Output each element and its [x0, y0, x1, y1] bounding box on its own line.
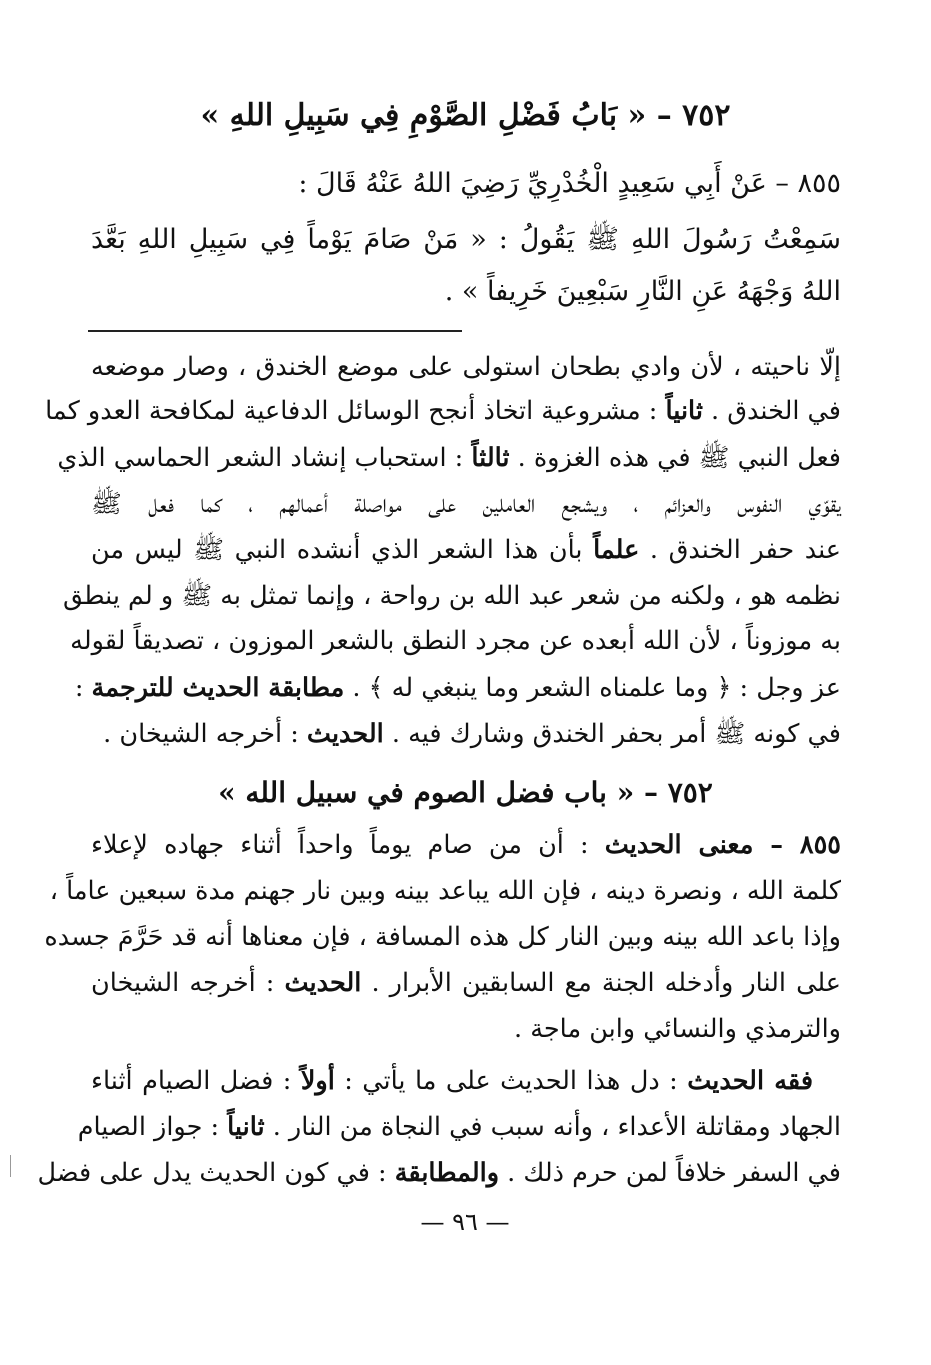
keyword: فقه الحديث [687, 1066, 814, 1096]
text: في السفر خلافاً لمن حرم ذلك . [507, 1158, 841, 1188]
hadith-line-1: ٨٥٥ – عَنْ أَبِي سَعِيدٍ الْخُدْرِيِّ رَضِيَ اللهُ عَنْهُ قَالَ : [298, 168, 841, 199]
keyword: أولاً [300, 1066, 335, 1096]
text: : أخرجه الشيخان . [103, 719, 299, 749]
keyword: علماً [593, 535, 640, 565]
chapter-title: ٧٥٢ – « بَابُ فَضْلِ الصَّوْمِ فِي سَبِيلِ اللهِ » [200, 98, 731, 133]
commentary-line [37, 1158, 841, 1188]
commentary-line [91, 968, 841, 998]
commentary-line: كلمة الله ، ونصرة دينه ، فإن الله يباعد بينه وبين نار جهنم مدة سبعين عاماً ، [49, 876, 841, 906]
text: في كونه ﷺ أمر بحفر الخندق وشارك فيه . [391, 719, 841, 749]
text: بأن هذا الشعر الذي أنشده النبي ﷺ ليس من [91, 535, 583, 565]
commentary-line [74, 672, 841, 703]
separator-rule [88, 330, 462, 332]
keyword: الحديث [306, 719, 384, 749]
commentary-line [91, 830, 841, 860]
text: : استحباب إنشاد الشعر الحماسي الذي [57, 443, 464, 473]
commentary-line [45, 396, 841, 426]
commentary-line [91, 1066, 813, 1096]
commentary-line [91, 534, 841, 571]
text: فعل النبي ﷺ في هذه الغزوة . [517, 443, 841, 473]
hadith-line-2: سَمِعْتُ رَسُولَ اللهِ ﷺ يَقُولُ : « مَنْ صَامَ يَوْماً فِي سَبِيلِ اللهِ بَعَّدَ [91, 224, 841, 255]
hadith-line-3: اللهُ وَجْهَهُ عَنِ النَّارِ سَبْعِينَ خَرِيفاً » . [444, 276, 841, 307]
text: : في كون الحديث يدل على فضل [37, 1158, 387, 1188]
text: : فضل الصيام أثناء [91, 1066, 292, 1096]
text: عز وجل : ﴿ وما علمناه الشعر وما ينبغي له ﴾ . [352, 673, 841, 703]
commentary-line [77, 1112, 841, 1142]
keyword: مطابقة الحديث للترجمة [91, 673, 345, 703]
keyword: ٨٥٥ – معنى الحديث [604, 830, 841, 860]
commentary-line: والترمذي والنسائي وابن ماجة . [514, 1014, 841, 1044]
text: : دل هذا الحديث على ما يأتي : [344, 1066, 678, 1096]
keyword: ثانياً [227, 1112, 265, 1142]
text: في الخندق . [711, 396, 841, 426]
scan-mark [10, 1155, 11, 1177]
keyword: ثانياً [665, 396, 703, 426]
text: : جواز الصيام [77, 1112, 220, 1142]
commentary-line: نظمه هو ، ولكنه من شعر عبد الله بن رواحة ، وإنما تمثل به ﷺ و لم ينطق [62, 581, 841, 611]
commentary-line [91, 718, 841, 755]
text: : مشروعية اتخاذ أنجح الوسائل الدفاعية لمكافحة العدو كما [45, 396, 658, 426]
text: الجهاد ومقاتلة الأعداء ، وأنه سبب في النجاة من النار . [272, 1112, 841, 1142]
section-title: ٧٥٢ – « باب فضل الصوم في سبيل الله » [218, 776, 713, 809]
commentary-line [57, 442, 841, 479]
keyword: والمطابقة [394, 1158, 500, 1188]
text: : أخرجه الشيخان [91, 968, 275, 998]
text: : أن من صام يوماً واحداً أثناء جهاده لإعلاء [91, 830, 589, 860]
text: على النار وأدخله الجنة مع السابقين الأبرار . [371, 968, 842, 998]
commentary-line: يقوّي النفوس والعزائم ، ويشجع العاملين على مواصلة أعمالهم ، كما فعل ﷺ [91, 489, 841, 519]
page-number: — ٩٦ — [420, 1208, 510, 1236]
commentary-line: وإذا باعد الله بينه وبين النار كل هذه المسافة ، فإن معناها أنه قد حَرَّمَ جسده [44, 922, 841, 952]
text: عند حفر الخندق . [649, 535, 841, 565]
commentary-line: إلّا ناحيته ، لأن وادي بطحان استولى على موضع الخندق ، وصار موضعه [91, 352, 841, 382]
text: : [74, 673, 84, 703]
keyword: الحديث [284, 968, 362, 998]
commentary-line: به موزوناً ، لأن الله أبعده عن مجرد النطق بالشعر الموزون ، تصديقاً لقوله [70, 626, 841, 656]
keyword: ثالثاً [471, 443, 510, 473]
